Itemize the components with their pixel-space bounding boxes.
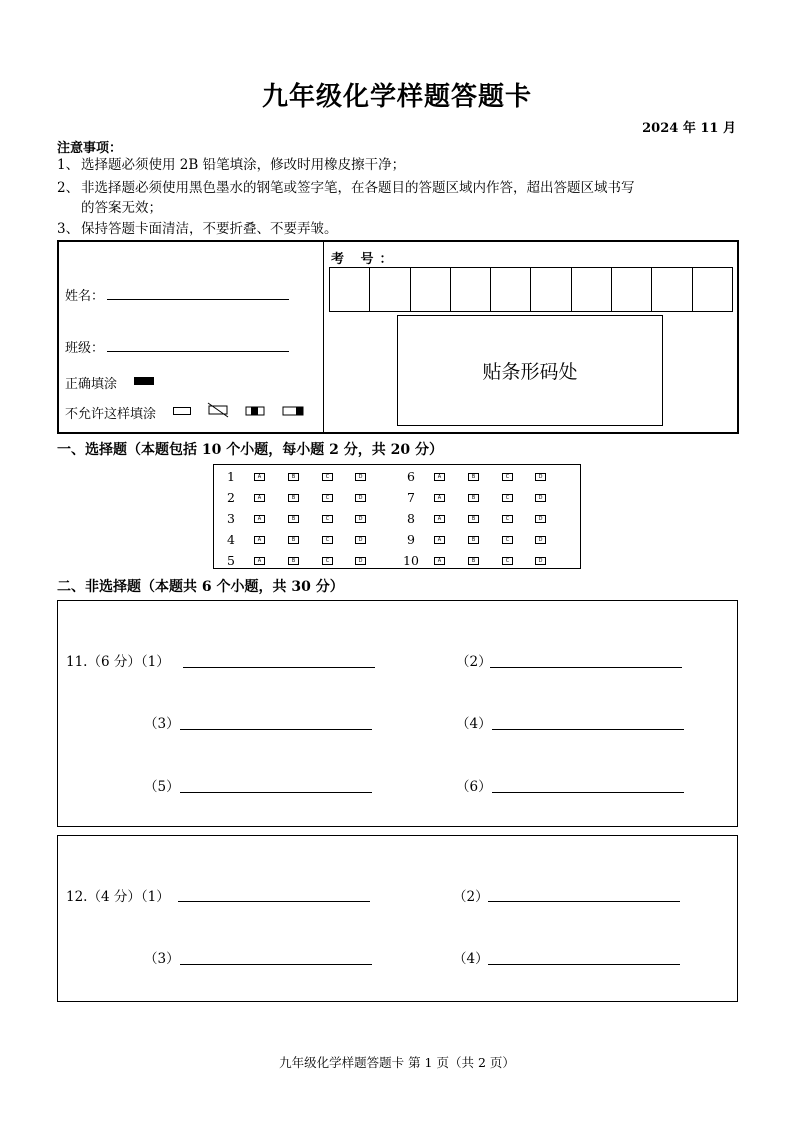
- notice-text: 保持答题卡面清洁，不要折叠、不要弄皱。: [81, 221, 338, 237]
- section2-heading: 二、非选择题（本题共 6 个小题，共 30 分）: [57, 579, 344, 595]
- mc-option-bubble[interactable]: D: [535, 515, 546, 523]
- q12-answer-2[interactable]: [488, 900, 680, 902]
- q11-answer-2[interactable]: [490, 666, 682, 668]
- mc-option-bubble[interactable]: C: [322, 536, 333, 544]
- mc-option-bubble[interactable]: C: [322, 473, 333, 481]
- exam-number-cell[interactable]: [572, 268, 612, 311]
- info-divider: [323, 242, 324, 432]
- q11-answer-5[interactable]: [180, 791, 372, 793]
- mc-option-bubble[interactable]: A: [434, 536, 445, 544]
- mc-option-bubble[interactable]: B: [468, 536, 479, 544]
- exam-number-cell[interactable]: [370, 268, 410, 311]
- mc-option-bubble[interactable]: D: [355, 494, 366, 502]
- notice-item-2: [57, 178, 737, 218]
- exam-date: 2024 年 11 月: [642, 121, 736, 136]
- mc-option-bubble[interactable]: A: [434, 473, 445, 481]
- q12-answer-1[interactable]: [178, 900, 370, 902]
- q12-part-4-label: （4）: [453, 951, 489, 967]
- q11-part-4-label: （4）: [456, 716, 492, 732]
- mc-option-bubble[interactable]: A: [254, 515, 265, 523]
- notice-text: 非选择题必须使用黑色墨水的钢笔或签字笔，在各题目的答题区域内作答，超出答题区域书写: [81, 180, 635, 196]
- mc-option-bubble[interactable]: C: [502, 536, 513, 544]
- mc-option-bubble[interactable]: A: [434, 515, 445, 523]
- exam-number-cell[interactable]: [531, 268, 571, 311]
- notice-heading: 注意事项：: [57, 141, 123, 156]
- q11-label: 11.（6 分）（1）: [66, 654, 170, 670]
- q12-label: 12.（4 分）（1）: [66, 889, 170, 905]
- mc-question-number: 2: [227, 490, 235, 505]
- mc-option-bubble[interactable]: D: [355, 515, 366, 523]
- mc-option-bubble[interactable]: B: [468, 494, 479, 502]
- student-info-box: [57, 240, 739, 434]
- q12-part-2-label: （2）: [453, 889, 489, 905]
- notice-num: 2、: [57, 180, 80, 196]
- mc-option-bubble[interactable]: B: [288, 494, 299, 502]
- mc-option-bubble[interactable]: B: [288, 473, 299, 481]
- mc-option-bubble[interactable]: D: [535, 494, 546, 502]
- mc-option-bubble[interactable]: D: [535, 557, 546, 565]
- mc-option-bubble[interactable]: D: [355, 557, 366, 565]
- mc-option-bubble[interactable]: C: [502, 494, 513, 502]
- mc-option-bubble[interactable]: C: [322, 515, 333, 523]
- answer-box-q11: [57, 600, 738, 827]
- exam-number-cell[interactable]: [491, 268, 531, 311]
- q11-answer-4[interactable]: [492, 728, 684, 730]
- notice-item-1: [57, 155, 737, 175]
- page-title: 九年级化学样题答题卡: [261, 82, 532, 112]
- exam-number-cell[interactable]: [451, 268, 491, 311]
- answer-box-q12: [57, 835, 738, 1002]
- notice-text: 选择题必须使用 2B 铅笔填涂，修改时用橡皮擦干净；: [81, 157, 406, 173]
- mc-question-number: 8: [407, 511, 415, 526]
- class-field[interactable]: [107, 350, 289, 352]
- mc-option-bubble[interactable]: A: [254, 536, 265, 544]
- mc-question-number: 7: [407, 490, 415, 505]
- mc-option-bubble[interactable]: A: [254, 473, 265, 481]
- section1-heading: 一、选择题（本题包括 10 个小题，每小题 2 分，共 20 分）: [57, 442, 443, 458]
- q11-part-5-label: （5）: [144, 779, 180, 795]
- name-label: 姓名：: [65, 289, 105, 304]
- wrong-fill-label: 不允许这样填涂: [65, 407, 157, 422]
- q11-answer-3[interactable]: [180, 728, 372, 730]
- q12-answer-3[interactable]: [180, 963, 372, 965]
- q11-part-3-label: （3）: [144, 716, 180, 732]
- correct-fill-label: 正确填涂: [65, 377, 118, 392]
- mc-option-bubble[interactable]: B: [468, 515, 479, 523]
- mc-option-bubble[interactable]: B: [288, 557, 299, 565]
- wrong-fill-slash-example: [205, 402, 231, 418]
- exam-number-cell[interactable]: [330, 268, 370, 311]
- mc-question-number: 4: [227, 532, 235, 547]
- mc-option-bubble[interactable]: B: [468, 557, 479, 565]
- page-footer: 九年级化学样题答题卡 第 1 页（共 2 页）: [279, 1055, 515, 1070]
- multiple-choice-grid: [213, 464, 581, 569]
- mc-option-bubble[interactable]: D: [355, 536, 366, 544]
- q11-answer-6[interactable]: [492, 791, 684, 793]
- exam-number-cell[interactable]: [652, 268, 692, 311]
- mc-option-bubble[interactable]: D: [355, 473, 366, 481]
- mc-option-bubble[interactable]: A: [254, 557, 265, 565]
- notice-text-continued: 的答案无效；: [81, 200, 162, 216]
- mc-option-bubble[interactable]: C: [502, 515, 513, 523]
- mc-question-number: 9: [407, 532, 415, 547]
- mc-question-number: 6: [407, 469, 415, 484]
- mc-option-bubble[interactable]: D: [535, 473, 546, 481]
- q11-answer-1[interactable]: [183, 666, 375, 668]
- mc-option-bubble[interactable]: A: [254, 494, 265, 502]
- notice-item-3: [57, 219, 737, 239]
- mc-question-number: 3: [227, 511, 235, 526]
- q12-answer-4[interactable]: [488, 963, 680, 965]
- mc-option-bubble[interactable]: A: [434, 557, 445, 565]
- class-label: 班级：: [65, 341, 105, 356]
- q11-part-6-label: （6）: [456, 779, 492, 795]
- wrong-fill-partial-example: [245, 405, 267, 417]
- barcode-area: [397, 315, 663, 426]
- q12-part-3-label: （3）: [144, 951, 180, 967]
- mc-option-bubble[interactable]: B: [288, 536, 299, 544]
- notice-num: 1、: [57, 157, 80, 173]
- mc-option-bubble[interactable]: B: [288, 515, 299, 523]
- mc-option-bubble[interactable]: C: [502, 557, 513, 565]
- q11-part-2-label: （2）: [456, 654, 492, 670]
- exam-number-label: 考 号：: [331, 252, 399, 267]
- name-field[interactable]: [107, 298, 289, 300]
- exam-number-cell[interactable]: [693, 268, 732, 311]
- exam-number-cell[interactable]: [411, 268, 451, 311]
- exam-number-cell[interactable]: [612, 268, 652, 311]
- mc-question-number: 1: [227, 469, 235, 484]
- barcode-label: 贴条形码处: [482, 361, 578, 383]
- mc-question-number: 10: [403, 553, 419, 568]
- mc-option-bubble[interactable]: D: [535, 536, 546, 544]
- notice-num: 3、: [57, 221, 80, 237]
- mc-option-bubble[interactable]: C: [502, 473, 513, 481]
- mc-option-bubble[interactable]: C: [322, 557, 333, 565]
- exam-number-grid[interactable]: [329, 267, 733, 312]
- correct-fill-example: [134, 377, 154, 385]
- wrong-fill-empty-example: [173, 407, 191, 415]
- mc-question-number: 5: [227, 553, 235, 568]
- wrong-fill-offset-example: [282, 405, 306, 417]
- mc-option-bubble[interactable]: B: [468, 473, 479, 481]
- mc-option-bubble[interactable]: C: [322, 494, 333, 502]
- mc-option-bubble[interactable]: A: [434, 494, 445, 502]
